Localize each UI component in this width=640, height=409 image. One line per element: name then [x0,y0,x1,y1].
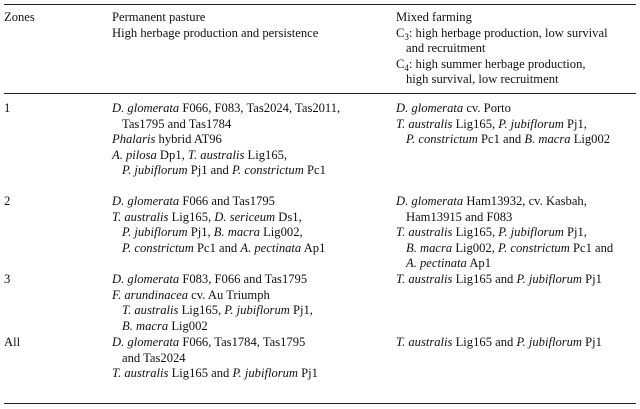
species-name: P. jubiflorum [224,303,290,317]
species-line [396,101,636,117]
species-line [112,194,382,210]
species-name: B. macra [122,318,169,333]
accession-text: Lig165 and [452,335,517,349]
accession-text: Ham13915 and F083 [406,209,513,224]
species-name: P. constrictum [122,240,194,255]
accession-text: Lig165, [178,303,225,317]
accession-text: F066, F083, Tas2024, Tas2011, [179,101,341,115]
accession-text: Lig165 and [168,366,233,380]
accession-text: hybrid AT96 [155,132,222,146]
header-mixed-title: Mixed farming [396,10,472,24]
species-line [112,272,382,288]
accession-text: F066, Tas1784, Tas1795 [179,335,306,349]
header-mixed-c3-cont: and recruitment [406,41,486,55]
row-1-mixed-cell [396,101,636,148]
row-2-mixed-cell [396,194,636,272]
species-name: P. jubiflorum [516,272,583,286]
species-line [112,163,382,179]
species-name: T. australis [396,272,453,286]
species-line [112,241,382,257]
species-name: D. glomerata [112,194,180,208]
accession-text: Pj1 [582,272,602,286]
species-line [396,132,636,148]
species-name: P. jubiflorum [498,116,564,131]
c4-letter: C [396,56,405,71]
accession-text: Pj1, [289,303,313,317]
c4-text: : high summer herbage production, [408,56,586,71]
row-4-mixed-cell [396,335,636,351]
species-line [112,366,382,382]
c4-subscript: 4 [404,62,409,73]
species-name: P. constrictum [231,163,304,177]
species-line [112,117,382,133]
species-line [112,225,382,241]
header-rule [4,93,636,94]
accession-text: Pj1, [563,225,587,239]
species-name: A. pectinata [240,240,302,255]
header-mixed-c4-cont: high survival, low recruitment [406,72,559,86]
accession-text: Pj1, [187,225,214,239]
header-zones [4,10,99,26]
accession-text: cv. Au Triumph [188,287,270,302]
header-mixed-c3 [396,26,636,42]
accession-text: Lig002, [452,240,498,255]
c3-text: : high herbage production, low survival [408,25,608,40]
species-line [112,319,382,335]
species-line [112,351,382,367]
species-name: D. glomerata [396,101,464,115]
species-name: P. constrictum [406,132,478,146]
species-name: A. pectinata [406,256,467,270]
c3-subscript: 3 [404,31,409,42]
row-4-perm-cell [112,335,382,382]
accession-text: Lig002 [168,318,208,333]
zone-label: All [4,335,21,349]
accession-text: Lig002, [259,225,303,239]
species-line [112,132,382,148]
species-line [396,194,636,210]
species-line [396,117,636,133]
accession-text: Dp1, [156,147,188,162]
species-line [396,210,636,226]
species-name: B. macra [213,225,260,239]
bottom-rule [4,403,636,404]
species-name: D. glomerata [112,272,180,286]
species-name: P. jubiflorum [122,225,188,239]
species-name: T. australis [396,225,453,239]
species-name: D. sericeum [214,209,276,224]
accession-text: Lig165, [168,209,215,224]
accession-text: Pj1, [563,116,587,131]
header-mixed-farming [396,10,636,88]
species-name: Phalaris [112,132,156,146]
species-line [112,335,382,351]
accession-text: Pc1 and [477,132,525,146]
header-permanent-pasture [112,10,382,41]
species-name: D. glomerata [112,101,180,115]
header-zones-label: Zones [4,10,35,24]
row-3-perm-cell [112,272,382,334]
zone-label: 2 [4,194,11,208]
accession-text: cv. Porto [463,101,511,115]
species-line [112,303,382,319]
accession-text: Pc1 and [569,240,614,255]
species-name: P. jubiflorum [122,163,188,177]
species-name: T. australis [396,116,453,131]
row-2-perm-cell [112,194,382,256]
accession-text: Tas1795 and Tas1784 [122,116,232,131]
species-line [396,272,636,288]
species-line [112,148,382,164]
top-rule [4,4,636,5]
accession-text: F066 and Tas1795 [179,194,275,208]
accession-text: Lig165, [244,147,288,162]
species-line [112,101,382,117]
header-permanent-subtitle: High herbage production and persistence [112,25,319,40]
accession-text: F083, F066 and Tas1795 [179,272,308,286]
species-name: F. arundinacea [112,287,189,302]
species-name: P. jubiflorum [516,335,583,349]
species-line [396,335,636,351]
accession-text: Pj1 and [187,163,232,177]
species-line [112,210,382,226]
species-name: P. jubiflorum [498,225,564,239]
accession-text: and Tas2024 [122,350,186,365]
species-name: B. macra [524,132,571,146]
zone-label: 1 [4,101,11,115]
header-mixed-c4 [396,57,636,73]
accession-text: Lig165 and [452,272,517,286]
species-line [112,288,382,304]
zone-label: 3 [4,272,11,286]
species-name: D. glomerata [112,335,180,349]
accession-text: Ap1 [301,240,326,255]
species-name: P. constrictum [498,240,570,255]
species-name: B. macra [406,240,453,255]
species-name: T. australis [187,147,245,162]
accession-text: Lig165, [452,116,499,131]
accession-text: Ham13932, cv. Kasbah, [463,194,587,208]
accession-text: Pc1 [303,163,326,177]
header-permanent-title: Permanent pasture [112,10,206,24]
accession-text: Pj1 [298,366,318,380]
accession-text: Lig165, [452,225,499,239]
row-3-mixed-cell [396,272,636,288]
row-1-perm-cell [112,101,382,179]
accession-text: Pc1 and [193,240,241,255]
species-name: P. jubiflorum [232,366,299,380]
species-line [396,225,636,241]
species-name: T. australis [122,303,179,317]
species-name: T. australis [112,209,169,224]
accession-text: Ds1, [275,209,302,224]
accession-text: Lig002 [570,132,611,146]
species-name: T. australis [396,335,453,349]
species-name: A. pilosa [112,147,157,162]
accession-text: Pj1 [582,335,602,349]
species-line [396,256,636,272]
accession-text: Ap1 [466,256,492,270]
c3-letter: C [396,25,405,40]
species-line [396,241,636,257]
species-name: T. australis [112,366,169,380]
species-name: D. glomerata [396,194,464,208]
